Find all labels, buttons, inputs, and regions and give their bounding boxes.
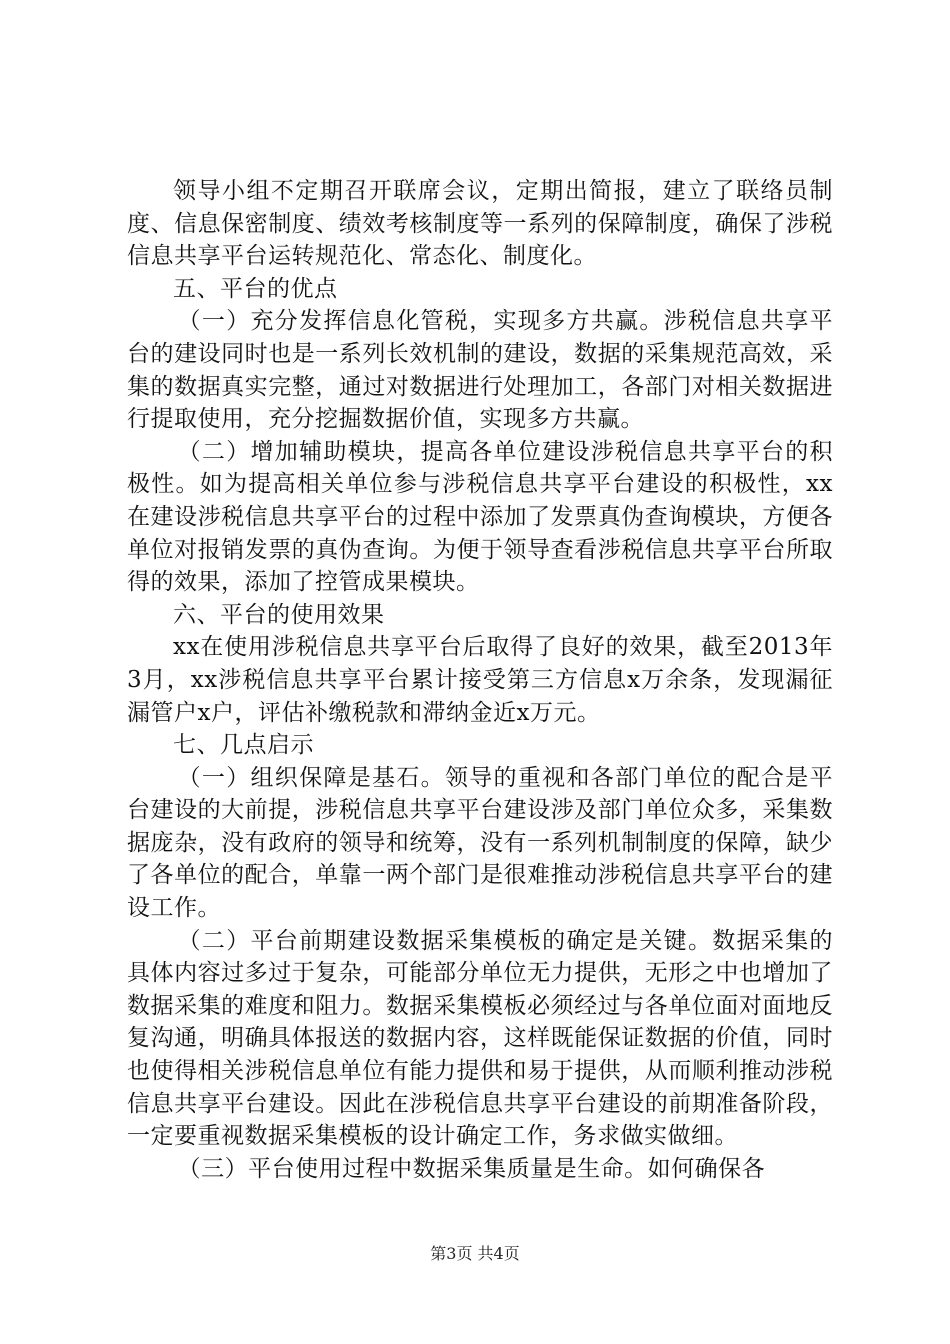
paragraph-insight-3: （三）平台使用过程中数据采集质量是生命。如何确保各 — [177, 1155, 766, 1182]
heading-insights: 七、几点启示 — [173, 732, 314, 759]
paragraph-advantage-1: （一）充分发挥信息化管税，实现多方共赢。涉税信息共享平台的建设同时也是一系列长效机制的建设，数据的采集规范高效，采集的数据真实完整，通过对数据进行处理加工，各部门对相关数据进行提取使用，充分挖掘数据价值，实现多方共赢。 — [127, 308, 833, 433]
paragraph-insight-1: （一）组织保障是基石。领导的重视和各部门单位的配合是平台建设的大前提，涉税信息共享平台建设涉及部门单位众多，采集数据庞杂，没有政府的领导和统筹，没有一系列机制制度的保障，缺少了各单位的配合，单靠一两个部门是很难推动涉税信息共享平台的建设工作。 — [127, 764, 833, 922]
document-body — [127, 175, 833, 1185]
heading-platform-advantages: 五、平台的优点 — [173, 275, 338, 302]
paragraph-insight-2: （二）平台前期建设数据采集模板的确定是关键。数据采集的具体内容过多过于复杂，可能部分单位无力提供，无形之中也增加了数据采集的难度和阻力。数据采集模板必须经过与各单位面对面地反复沟通，明确具体报送的数据内容，这样既能保证数据的价值，同时也使得相关涉税信息单位有能力提供和易于提供，从而顺利推动涉税信息共享平台建设。因此在涉税信息共享平台建设的前期准备阶段，一定要重视数据采集模板的设计确定工作，务求做实做细。 — [127, 927, 833, 1150]
paragraph-safeguard-system: 领导小组不定期召开联席会议，定期出简报，建立了联络员制度、信息保密制度、绩效考核制度等一系列的保障制度，确保了涉税信息共享平台运转规范化、常态化、制度化。 — [127, 178, 833, 270]
page-number-footer: 第3页 共4页 — [430, 1244, 520, 1263]
heading-usage-effect: 六、平台的使用效果 — [173, 601, 385, 628]
paragraph-advantage-2: （二）增加辅助模块，提高各单位建设涉税信息共享平台的积极性。如为提高相关单位参与涉税信息共享平台建设的积极性，xx在建设涉税信息共享平台的过程中添加了发票真伪查询模块，方便各单位对报销发票的真伪查询。为便于领导查看涉税信息共享平台所取得的效果，添加了控管成果模块。 — [127, 438, 833, 596]
paragraph-usage-effect: xx在使用涉税信息共享平台后取得了良好的效果，截至2013年3月，xx涉税信息共享平台累计接受第三方信息x万余条，发现漏征漏管户x户，评估补缴税款和滞纳金近x万元。 — [127, 634, 833, 726]
